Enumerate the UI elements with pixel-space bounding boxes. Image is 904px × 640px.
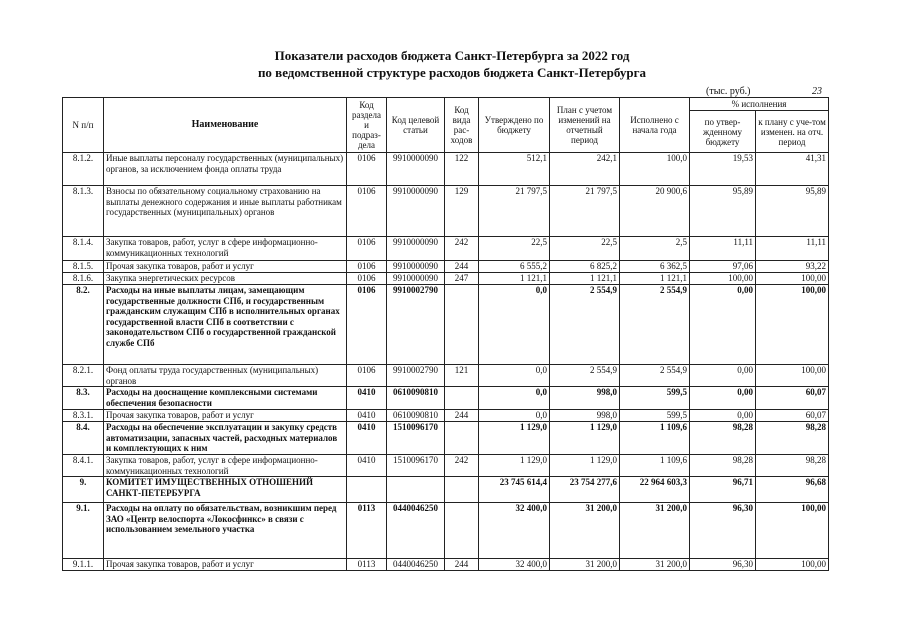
row-section-code: 0106 — [347, 153, 387, 186]
row-pct-plan: 98,28 — [756, 455, 829, 477]
row-pct-plan: 93,22 — [756, 261, 829, 273]
row-pct-approved: 96,30 — [690, 559, 756, 571]
row-target-code: 9910000090 — [387, 186, 445, 237]
row-num: 8.1.5. — [63, 261, 104, 273]
row-executed: 31 200,0 — [620, 559, 690, 571]
row-pct-plan: 60,07 — [756, 387, 829, 410]
row-type-code — [445, 477, 479, 503]
row-pct-approved: 11,11 — [690, 237, 756, 261]
row-type-code: 122 — [445, 153, 479, 186]
row-name: Расходы на обеспечение эксплуатации и закупку средств автоматизации, запасных частей, расходных материалов и комплектующих к ним — [104, 422, 347, 455]
table-row — [63, 186, 829, 237]
row-approved: 23 745 614,4 — [479, 477, 550, 503]
row-name: Иные выплаты персоналу государственных (муниципальных) органов, за исключением фонда оплаты труда — [104, 153, 347, 186]
row-approved: 0,0 — [479, 387, 550, 410]
row-pct-approved: 98,28 — [690, 422, 756, 455]
row-target-code: 0440046250 — [387, 559, 445, 571]
row-num: 8.3.1. — [63, 410, 104, 422]
row-num: 8.1.3. — [63, 186, 104, 237]
row-num: 9.1. — [63, 503, 104, 559]
col-executed-header: Исполнено с начала года — [620, 98, 690, 153]
row-target-code: 1510096170 — [387, 455, 445, 477]
col-target-header: Код целевой статьи — [387, 98, 445, 153]
row-pct-approved: 96,71 — [690, 477, 756, 503]
row-pct-approved: 19,53 — [690, 153, 756, 186]
col-name-header: Наименование — [104, 98, 347, 153]
row-pct-approved: 0,00 — [690, 387, 756, 410]
row-section-code: 0410 — [347, 422, 387, 455]
row-type-code — [445, 422, 479, 455]
row-pct-approved: 0,00 — [690, 285, 756, 365]
row-approved: 32 400,0 — [479, 503, 550, 559]
row-name: Прочая закупка товаров, работ и услуг — [104, 410, 347, 422]
row-name: Расходы на дооснащение комплексными системами обеспечения безопасности — [104, 387, 347, 410]
row-type-code: 121 — [445, 365, 479, 387]
row-pct-approved: 95,89 — [690, 186, 756, 237]
row-type-code: 244 — [445, 559, 479, 571]
table-row — [63, 477, 829, 503]
table-row — [63, 273, 829, 285]
table-row — [63, 387, 829, 410]
table-row — [63, 237, 829, 261]
row-pct-plan: 100,00 — [756, 559, 829, 571]
row-approved: 0,0 — [479, 410, 550, 422]
row-pct-approved: 96,30 — [690, 503, 756, 559]
row-num: 8.3. — [63, 387, 104, 410]
row-num: 9.1.1. — [63, 559, 104, 571]
row-target-code: 9910000090 — [387, 153, 445, 186]
row-section-code: 0113 — [347, 503, 387, 559]
row-pct-plan: 60,07 — [756, 410, 829, 422]
row-target-code: 0610090810 — [387, 387, 445, 410]
row-name: Фонд оплаты труда государственных (муниципальных) органов — [104, 365, 347, 387]
row-executed: 20 900,6 — [620, 186, 690, 237]
row-name: Прочая закупка товаров, работ и услуг — [104, 559, 347, 571]
row-type-code: 242 — [445, 237, 479, 261]
row-section-code: 0106 — [347, 237, 387, 261]
row-plan: 22,5 — [550, 237, 620, 261]
col-pct-plan-header: к плану с уче-том изменен. на отч. период — [756, 111, 829, 153]
row-target-code: 9910002790 — [387, 365, 445, 387]
row-plan: 1 129,0 — [550, 455, 620, 477]
row-executed: 599,5 — [620, 410, 690, 422]
row-type-code: 244 — [445, 410, 479, 422]
row-executed: 31 200,0 — [620, 503, 690, 559]
row-name: Закупка товаров, работ, услуг в сфере информационно-коммуникационных технологий — [104, 455, 347, 477]
row-pct-plan: 95,89 — [756, 186, 829, 237]
row-pct-plan: 41,31 — [756, 153, 829, 186]
row-executed: 2 554,9 — [620, 285, 690, 365]
table-row — [63, 559, 829, 571]
row-pct-plan: 100,00 — [756, 285, 829, 365]
row-approved: 6 555,2 — [479, 261, 550, 273]
units-label: (тыс. руб.) — [706, 86, 751, 97]
row-type-code: 242 — [445, 455, 479, 477]
row-section-code: 0410 — [347, 410, 387, 422]
row-type-code — [445, 387, 479, 410]
row-plan: 998,0 — [550, 410, 620, 422]
row-plan: 31 200,0 — [550, 503, 620, 559]
row-section-code: 0410 — [347, 455, 387, 477]
row-plan: 1 121,1 — [550, 273, 620, 285]
row-target-code: 9910000090 — [387, 261, 445, 273]
row-name: Расходы на оплату по обязательствам, возникшим перед ЗАО «Центр велоспорта «Локосфинкс» в связи с использованием земельного участка — [104, 503, 347, 559]
row-approved: 22,5 — [479, 237, 550, 261]
table-row — [63, 503, 829, 559]
row-name: Расходы на иные выплаты лицам, замещающим государственные должности СПб, и государственным гражданским служащим СПб в исполнительных органах государственной власти СПб в соответствии с законодательством СПб о государственной гражданской службе СПб — [104, 285, 347, 365]
row-section-code: 0410 — [347, 387, 387, 410]
row-section-code: 0106 — [347, 273, 387, 285]
row-name: Взносы по обязательному социальному страхованию на выплаты денежного содержания и иные выплаты работникам государственных (муниципальных) органов — [104, 186, 347, 237]
row-approved: 512,1 — [479, 153, 550, 186]
col-approved-header: Утверждено по бюджету — [479, 98, 550, 153]
row-approved: 21 797,5 — [479, 186, 550, 237]
row-plan: 6 825,2 — [550, 261, 620, 273]
table-row — [63, 153, 829, 186]
row-num: 8.4.1. — [63, 455, 104, 477]
report-title-line1: Показатели расходов бюджета Санкт-Петербурга за 2022 год — [274, 48, 630, 63]
report-title-line2: по ведомственной структуре расходов бюджета Санкт-Петербурга — [257, 65, 647, 80]
row-target-code: 9910000090 — [387, 273, 445, 285]
col-section-header: Код раздела и подраз-дела — [347, 98, 387, 153]
row-plan: 2 554,9 — [550, 285, 620, 365]
row-approved: 1 129,0 — [479, 422, 550, 455]
row-name: Закупка товаров, работ, услуг в сфере информационно-коммуникационных технологий — [104, 237, 347, 261]
col-plan-header: План с учетом изменений на отчетный период — [550, 98, 620, 153]
row-pct-plan: 98,28 — [756, 422, 829, 455]
row-type-code: 247 — [445, 273, 479, 285]
row-type-code: 129 — [445, 186, 479, 237]
row-plan: 998,0 — [550, 387, 620, 410]
row-approved: 1 121,1 — [479, 273, 550, 285]
row-executed: 100,0 — [620, 153, 690, 186]
row-approved: 32 400,0 — [479, 559, 550, 571]
row-pct-plan: 100,00 — [756, 273, 829, 285]
table-row — [63, 422, 829, 455]
row-num: 8.1.6. — [63, 273, 104, 285]
row-pct-approved: 98,28 — [690, 455, 756, 477]
row-target-code: 9910002790 — [387, 285, 445, 365]
row-plan: 23 754 277,6 — [550, 477, 620, 503]
row-approved: 1 129,0 — [479, 455, 550, 477]
col-type-header: Код вида рас-ходов — [445, 98, 479, 153]
row-section-code: 0106 — [347, 365, 387, 387]
row-pct-plan: 96,68 — [756, 477, 829, 503]
row-executed: 1 121,1 — [620, 273, 690, 285]
row-num: 8.1.4. — [63, 237, 104, 261]
row-target-code: 9910000090 — [387, 237, 445, 261]
table-row — [63, 455, 829, 477]
row-num: 8.1.2. — [63, 153, 104, 186]
row-pct-plan: 11,11 — [756, 237, 829, 261]
table-row — [63, 285, 829, 365]
row-plan: 1 129,0 — [550, 422, 620, 455]
row-pct-approved: 97,06 — [690, 261, 756, 273]
row-executed: 22 964 603,3 — [620, 477, 690, 503]
row-target-code: 0440046250 — [387, 503, 445, 559]
table-row — [63, 410, 829, 422]
row-section-code: 0106 — [347, 186, 387, 237]
row-target-code — [387, 477, 445, 503]
table-body — [63, 153, 829, 571]
col-pct-group-header: % исполнения — [690, 98, 829, 111]
row-pct-plan: 100,00 — [756, 503, 829, 559]
row-num: 8.4. — [63, 422, 104, 455]
row-executed: 1 109,6 — [620, 422, 690, 455]
col-pct-approved-header: по утвер-жденному бюджету — [690, 111, 756, 153]
row-executed: 1 109,6 — [620, 455, 690, 477]
row-target-code: 1510096170 — [387, 422, 445, 455]
page-number: 23 — [812, 86, 822, 97]
row-pct-approved: 0,00 — [690, 410, 756, 422]
row-target-code: 0610090810 — [387, 410, 445, 422]
row-pct-plan: 100,00 — [756, 365, 829, 387]
row-num: 8.2. — [63, 285, 104, 365]
row-plan: 21 797,5 — [550, 186, 620, 237]
row-pct-approved: 0,00 — [690, 365, 756, 387]
row-executed: 599,5 — [620, 387, 690, 410]
row-plan: 2 554,9 — [550, 365, 620, 387]
row-pct-approved: 100,00 — [690, 273, 756, 285]
row-plan: 242,1 — [550, 153, 620, 186]
row-plan: 31 200,0 — [550, 559, 620, 571]
row-num: 8.2.1. — [63, 365, 104, 387]
row-executed: 2 554,9 — [620, 365, 690, 387]
row-type-code: 244 — [445, 261, 479, 273]
row-section-code — [347, 477, 387, 503]
col-num-header: N п/п — [63, 98, 104, 153]
row-section-code: 0106 — [347, 285, 387, 365]
row-section-code: 0113 — [347, 559, 387, 571]
row-executed: 2,5 — [620, 237, 690, 261]
row-section-code: 0106 — [347, 261, 387, 273]
row-num: 9. — [63, 477, 104, 503]
row-executed: 6 362,5 — [620, 261, 690, 273]
table-row — [63, 261, 829, 273]
budget-table — [62, 97, 829, 571]
row-name: Прочая закупка товаров, работ и услуг — [104, 261, 347, 273]
table-row — [63, 365, 829, 387]
row-name: КОМИТЕТ ИМУЩЕСТВЕННЫХ ОТНОШЕНИЙ САНКТ-ПЕТЕРБУРГА — [104, 477, 347, 503]
row-approved: 0,0 — [479, 285, 550, 365]
row-type-code — [445, 285, 479, 365]
row-type-code — [445, 503, 479, 559]
row-name: Закупка энергетических ресурсов — [104, 273, 347, 285]
row-approved: 0,0 — [479, 365, 550, 387]
